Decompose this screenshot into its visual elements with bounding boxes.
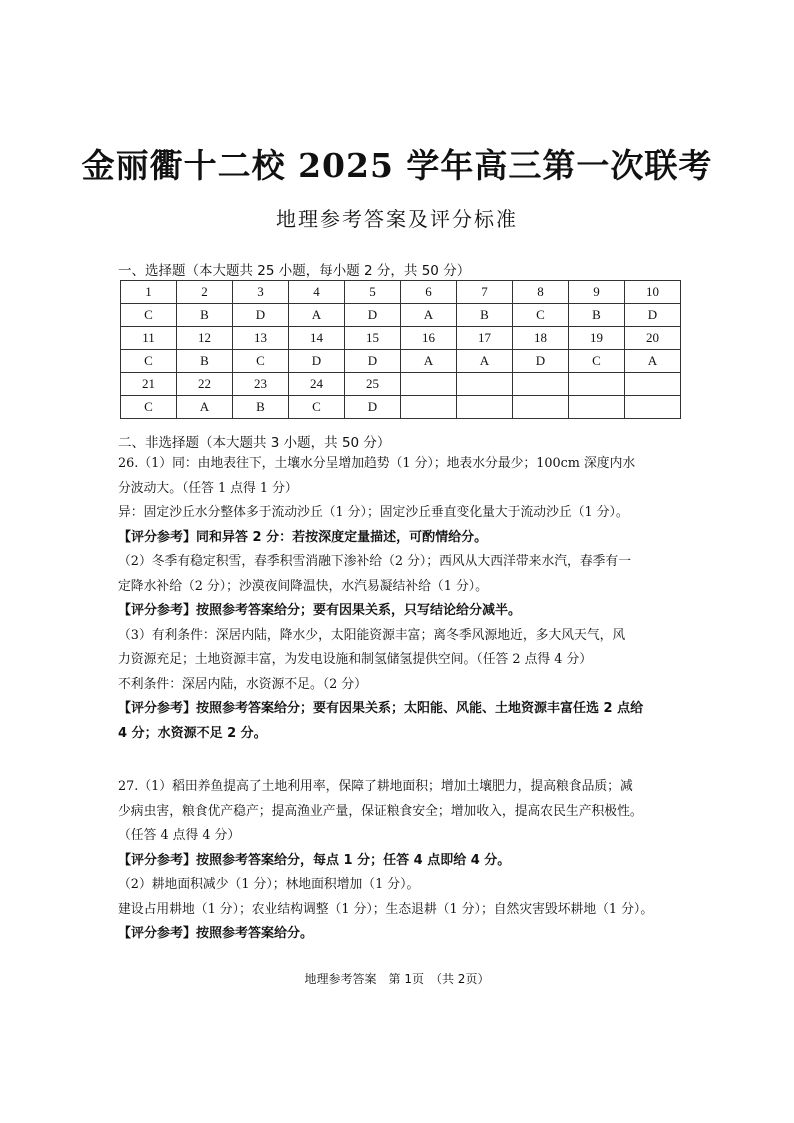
question-number-row <box>121 373 681 396</box>
question-number-cell: 6 <box>401 281 457 304</box>
question-number-cell: 16 <box>401 327 457 350</box>
q26-scoring-note: 【评分参考】同和异答 2 分：若按深度定量描述，可酌情给分。 <box>118 529 488 545</box>
question-number-cell <box>401 373 457 396</box>
answer-cell: D <box>289 350 345 373</box>
question-number-cell: 21 <box>121 373 177 396</box>
answer-cell <box>457 396 513 419</box>
answer-cell: C <box>513 304 569 327</box>
q26-line: 26.（1）同：由地表往下，土壤水分呈增加趋势（1 分）；地表水分最少；100cm 深度内水 <box>118 456 636 471</box>
question-number-cell: 23 <box>233 373 289 396</box>
q26-scoring-note: 4 分；水资源不足 2 分。 <box>118 725 267 741</box>
question-number-cell: 20 <box>625 327 681 350</box>
question-number-row <box>121 327 681 350</box>
question-number-cell: 11 <box>121 327 177 350</box>
question-number-cell: 18 <box>513 327 569 350</box>
question-number-cell: 17 <box>457 327 513 350</box>
answer-cell <box>569 396 625 419</box>
question-number-cell: 24 <box>289 373 345 396</box>
q26-line: 力资源充足；土地资源丰富，为发电设施和制氢储氢提供空间。（任答 2 点得 4 分） <box>118 652 593 667</box>
answer-cell: C <box>121 396 177 419</box>
question-number-cell: 19 <box>569 327 625 350</box>
answer-table <box>120 280 681 419</box>
answer-cell: B <box>177 350 233 373</box>
answer-cell: D <box>625 304 681 327</box>
section1-heading: 一、选择题（本大题共 25 小题，每小题 2 分，共 50 分） <box>118 263 471 279</box>
question-number-cell: 14 <box>289 327 345 350</box>
page-footer: 地理参考答案 第 1页 （共 2页） <box>304 972 490 986</box>
q26-line: 定降水补给（2 分）；沙漠夜间降温快，水汽易凝结补给（1 分）。 <box>118 578 488 594</box>
q27-scoring-note: 【评分参考】按照参考答案给分。 <box>118 926 314 941</box>
question-number-cell: 8 <box>513 281 569 304</box>
answer-cell: C <box>121 304 177 327</box>
q27-line: 27.（1）稻田养鱼提高了土地利用率，保障了耕地面积；增加土壤肥力，提高粮食品质；减 <box>118 779 633 794</box>
question-number-cell: 1 <box>121 281 177 304</box>
answer-row <box>121 350 681 373</box>
answer-row <box>121 304 681 327</box>
answer-cell: B <box>457 304 513 327</box>
question-number-cell: 3 <box>233 281 289 304</box>
answer-cell <box>625 396 681 419</box>
answer-cell: A <box>177 396 233 419</box>
section2-heading: 二、非选择题（本大题共 3 小题，共 50 分） <box>118 435 391 451</box>
answer-cell: C <box>121 350 177 373</box>
answer-cell: B <box>233 396 289 419</box>
question-number-cell: 22 <box>177 373 233 396</box>
question-number-cell: 12 <box>177 327 233 350</box>
question-number-cell: 7 <box>457 281 513 304</box>
answer-cell: A <box>289 304 345 327</box>
page-subtitle: 地理参考答案及评分标准 <box>276 207 518 231</box>
q27-line: （任答 4 点得 4 分） <box>118 828 241 843</box>
answer-cell: C <box>289 396 345 419</box>
q26-scoring-note: 【评分参考】按照参考答案给分；要有因果关系，只写结论给分减半。 <box>118 603 522 618</box>
question-number-cell: 15 <box>345 327 401 350</box>
q26-line: 异：固定沙丘水分整体多于流动沙丘（1 分）；固定沙丘垂直变化量大于流动沙丘（1 分）。 <box>118 505 629 520</box>
question-number-cell: 4 <box>289 281 345 304</box>
q26-line: 分波动大。（任答 1 点得 1 分） <box>118 480 298 496</box>
question-number-cell <box>457 373 513 396</box>
answer-cell: D <box>233 304 289 327</box>
answer-cell: A <box>457 350 513 373</box>
answer-cell <box>401 396 457 419</box>
answer-cell <box>513 396 569 419</box>
page-title: 金丽衢十二校 2025 学年高三第一次联考 <box>81 146 713 185</box>
answer-cell: B <box>177 304 233 327</box>
question-number-cell: 2 <box>177 281 233 304</box>
answer-cell: C <box>569 350 625 373</box>
question-number-cell <box>513 373 569 396</box>
q26-line: （2）冬季有稳定积雪，春季积雪消融下渗补给（2 分）；西风从大西洋带来水汽，春季有一 <box>118 554 632 569</box>
question-number-cell <box>569 373 625 396</box>
q27-line: 建设占用耕地（1 分）；农业结构调整（1 分）；生态退耕（1 分）；自然灾害毁坏耕地（1 分）。 <box>118 901 654 917</box>
answer-row <box>121 396 681 419</box>
answer-cell: D <box>513 350 569 373</box>
question-number-row <box>121 281 681 304</box>
q27-scoring-note: 【评分参考】按照参考答案给分，每点 1 分；任答 4 点即给 4 分。 <box>118 852 511 868</box>
answer-cell: D <box>345 350 401 373</box>
question-number-cell <box>625 373 681 396</box>
answer-cell: A <box>401 304 457 327</box>
question-27 <box>118 775 678 947</box>
answer-cell: A <box>401 350 457 373</box>
question-26 <box>118 452 678 746</box>
answer-cell: B <box>569 304 625 327</box>
question-number-cell: 13 <box>233 327 289 350</box>
answer-cell: C <box>233 350 289 373</box>
answer-cell: D <box>345 304 401 327</box>
answer-cell: A <box>625 350 681 373</box>
question-number-cell: 25 <box>345 373 401 396</box>
question-number-cell: 5 <box>345 281 401 304</box>
answer-cell: D <box>345 396 401 419</box>
q26-line: 不利条件：深居内陆，水资源不足。（2 分） <box>118 676 367 692</box>
q27-line: 少病虫害，粮食优产稳产；提高渔业产量，保证粮食安全；增加收入，提高农民生产积极性。 <box>118 803 643 819</box>
q26-scoring-note: 【评分参考】按照参考答案给分；要有因果关系；太阳能、风能、土地资源丰富任选 2 点给 <box>118 701 644 716</box>
q27-line: （2）耕地面积减少（1 分）；林地面积增加（1 分）。 <box>118 877 420 892</box>
question-number-cell: 9 <box>569 281 625 304</box>
question-number-cell: 10 <box>625 281 681 304</box>
q26-line: （3）有利条件：深居内陆，降水少，太阳能资源丰富；离冬季风源地近，多大风天气，风 <box>118 627 626 643</box>
